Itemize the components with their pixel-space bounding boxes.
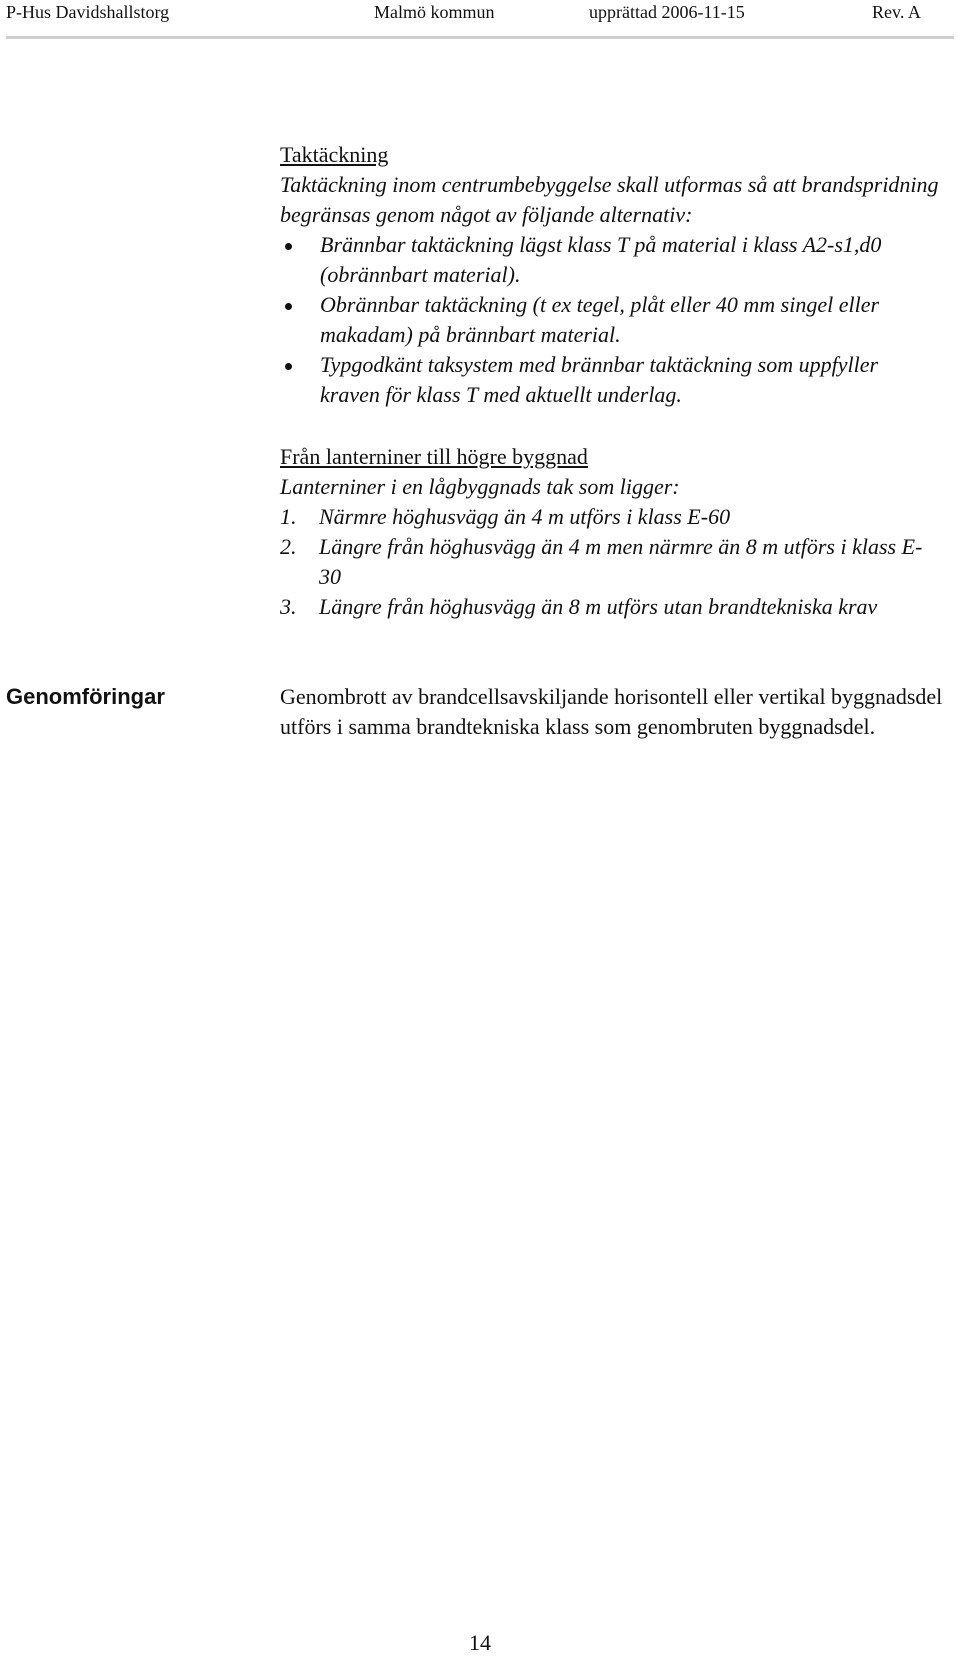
header-divider [6, 36, 954, 39]
header-date: upprättad 2006-11-15 [589, 2, 745, 22]
list-item-text: Typgodkänt taksystem med brännbar taktäckning som uppfyller kraven för klass T med aktuellt underlag. [320, 352, 879, 407]
list-item [280, 350, 940, 410]
list-item [280, 290, 940, 350]
item-number: 1. [280, 504, 297, 529]
list-item [280, 230, 940, 290]
side-label-genomforingar: Genomföringar [6, 684, 165, 709]
header-revision: Rev. A [872, 2, 921, 22]
header-municipality: Malmö kommun [374, 2, 495, 22]
item-text: Längre från höghusvägg än 4 m men närmre än 8 m utförs i klass E-30 [319, 534, 923, 589]
bullet-list [280, 230, 940, 410]
section-heading-taktackning: Taktäckning [280, 142, 389, 167]
item-text: Närmre höghusvägg än 4 m utförs i klass E-60 [319, 504, 731, 529]
numbered-item [280, 502, 940, 532]
bullet-icon [285, 363, 292, 370]
item-number: 3. [280, 594, 297, 619]
page-number: 14 [469, 1630, 491, 1655]
list-item-text: Obrännbar taktäckning (t ex tegel, plåt eller 40 mm singel eller makadam) på brännbart material. [320, 292, 880, 347]
numbered-item [280, 592, 940, 622]
section-intro-lanterniner: Lanterniner i en lågbyggnads tak som ligger: [280, 474, 680, 499]
section-heading-lanterniner: Från lanterniner till högre byggnad [280, 444, 588, 469]
list-item-text: Brännbar taktäckning lägst klass T på material i klass A2-s1,d0 (obrännbart material). [320, 232, 882, 287]
numbered-item [280, 532, 940, 592]
item-number: 2. [280, 534, 297, 559]
item-text: Längre från höghusvägg än 8 m utförs utan brandtekniska krav [319, 594, 878, 619]
paragraph-genomforingar: Genombrott av brandcellsavskiljande horisontell eller vertikal byggnadsdel utförs i samma brandtekniska klass som genombruten byggnadsdel. [280, 684, 943, 739]
page-header [6, 0, 954, 24]
header-project: P-Hus Davidshallstorg [6, 2, 170, 22]
bullet-icon [285, 243, 292, 250]
main-content [280, 140, 940, 622]
section-intro-taktackning: Taktäckning inom centrumbebyggelse skall utformas så att brandspridning begränsas genom något av följande alternativ: [280, 172, 939, 227]
section-lanterniner [280, 442, 940, 622]
bullet-icon [285, 303, 292, 310]
